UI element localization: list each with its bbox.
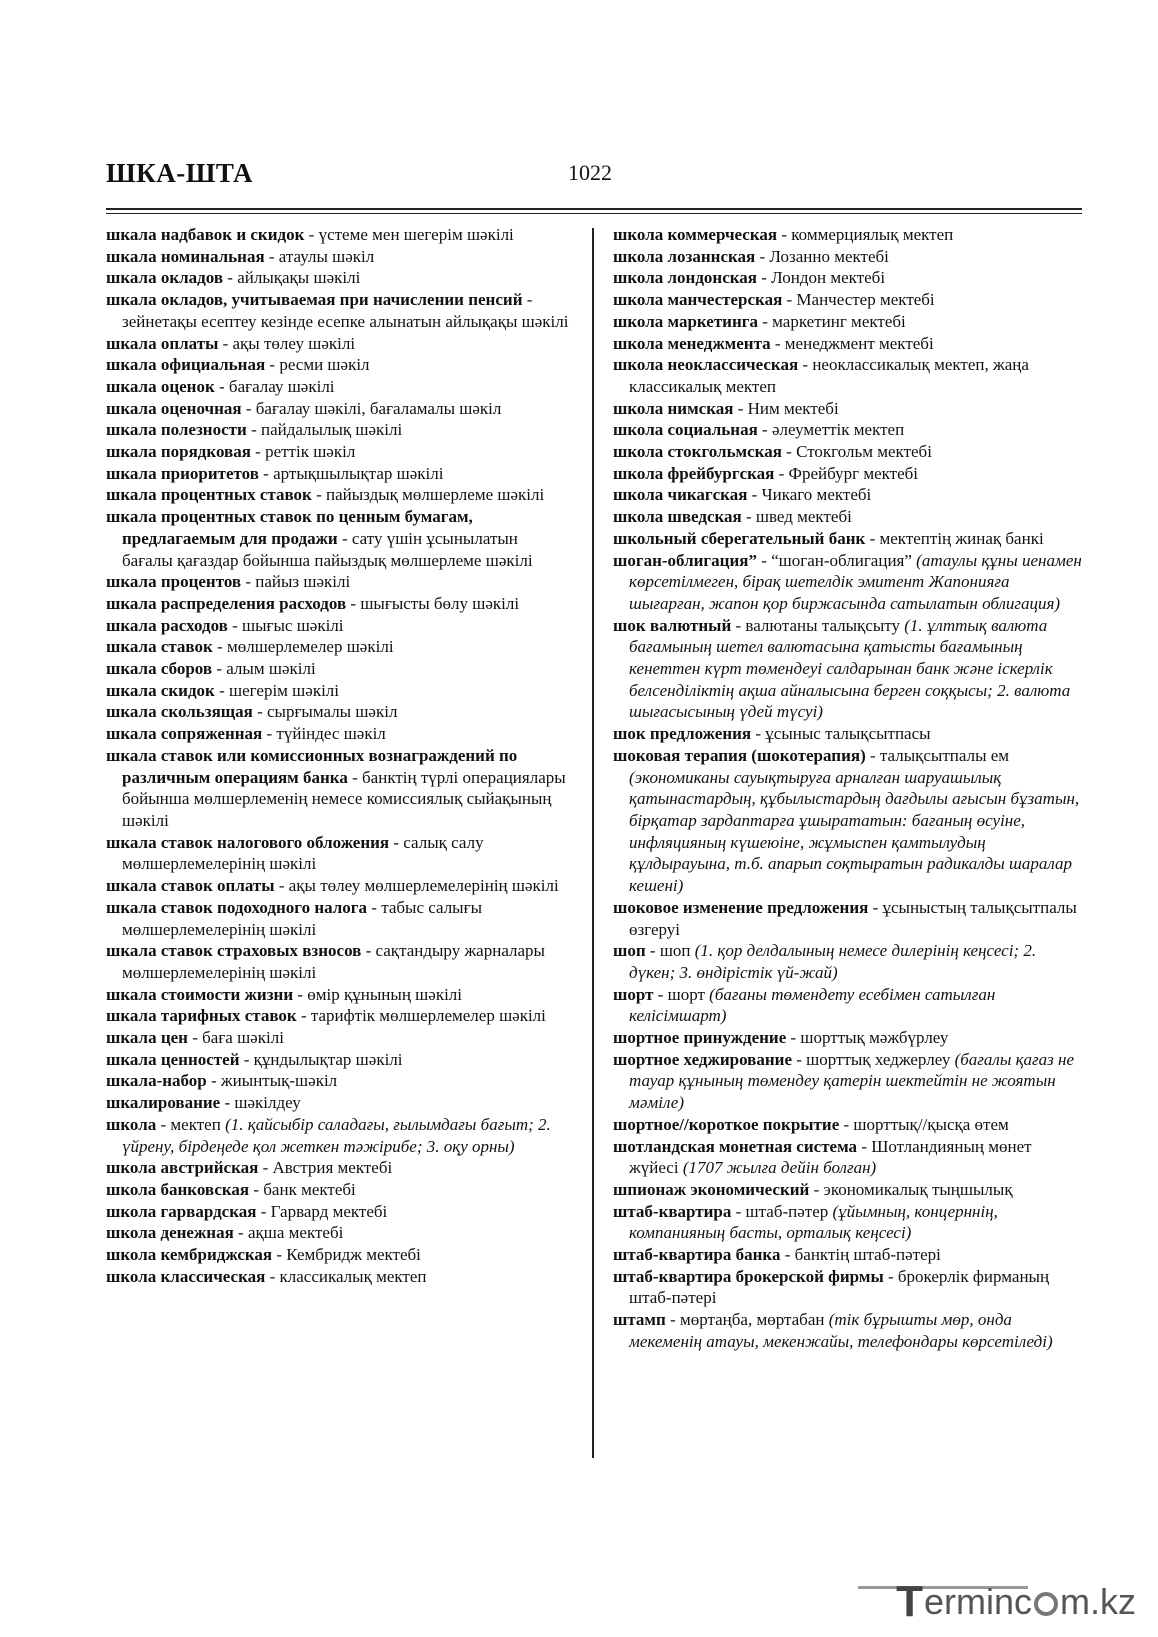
dictionary-entry [106,463,572,485]
entry-definition: - реттік шәкіл [250,442,356,462]
entry-term: школьный сберегательный банк [613,528,866,548]
header-rule-thick [106,208,1082,210]
entry-term: шок валютный [613,615,732,635]
entry-term: школа кембриджская [106,1245,273,1265]
entry-term: шкала тарифных ставок [106,1006,297,1026]
dictionary-entry [613,1027,1085,1049]
entry-term: школа неоклассическая [613,355,799,375]
dictionary-entry [613,224,1085,246]
entry-term: шортное принуждение [613,1028,787,1048]
entry-term: шкала приоритетов [106,463,259,483]
dictionary-entry [106,1114,572,1157]
entry-term: шкала стоимости жизни [106,984,294,1004]
dictionary-entry [613,289,1085,311]
entry-definition: - атаулы шәкіл [264,246,375,266]
entry-term: шкала ценностей [106,1049,240,1069]
watermark-domain: m.kz [1060,1581,1136,1622]
entry-term: шкала расходов [106,615,228,635]
dictionary-entry [106,224,572,246]
entry-definition: - шорт [653,984,710,1004]
entry-definition: - экономикалық тыңшылық [809,1179,1013,1199]
entry-term: шорт [613,984,654,1004]
dictionary-entry [106,506,572,571]
entry-term: шкала окладов [106,268,224,288]
entry-term: шкала ставок [106,637,213,657]
entry-definition: - штаб-пәтер [731,1201,833,1221]
entry-definition: - пайдалылық шәкілі [246,420,403,440]
entry-term: школа шведская [613,507,742,527]
dictionary-entry [613,441,1085,463]
page-number: 1022 [568,160,612,185]
entry-definition: - ақы төлеу мөлшерлемелерінің шәкілі [274,876,559,896]
entry-term: шкала оценочная [106,398,242,418]
entry-definition: - шорттық//қысқа өтем [839,1114,1009,1134]
entry-note: (1. қор делдалының немесе дилерінің кеңсесі; 2. дүкен; 3. өндірістік үй-жай) [629,941,1037,982]
dictionary-entry [106,484,572,506]
entry-definition: - брокерлік фирманың штаб-пәтері [629,1266,1050,1308]
entry-term: школа нимская [613,398,734,418]
dictionary-entry [613,1266,1085,1309]
entry-term: шоковая терапия (шокотерапия) [613,745,866,765]
dictionary-entry [613,550,1085,615]
entry-term: шкала полезности [106,420,247,440]
dictionary-entry [106,246,572,268]
page-header-title: ШКА-ШТА [106,158,254,188]
entry-term: шкала ставок или комиссионных вознаграждений по различным операциям банка [106,745,518,787]
watermark-text: erminc [923,1581,1032,1622]
dictionary-entry [106,1157,572,1179]
entry-term: шоковое изменение предложения [613,897,869,917]
entry-term: школа социальная [613,420,758,440]
dictionary-entry [106,289,572,332]
entry-definition: - бағалау шәкілі [214,376,335,396]
entry-definition: - мөртаңба, мөртабан [665,1310,829,1330]
dictionary-entry [613,1179,1085,1201]
dictionary-entry [106,897,572,940]
dictionary-entry [106,1244,572,1266]
entry-definition: - Чикаго мектебі [747,485,872,505]
entry-definition: - алым шәкілі [212,659,316,679]
entry-definition: - салық салу мөлшерлемелерінің шәкілі [122,832,484,874]
entry-term: штаб-квартира [613,1201,732,1221]
entry-term: шоп [613,941,646,961]
entry-term: шкала сборов [106,659,213,679]
entry-definition: - сырғымалы шәкіл [252,702,398,722]
entry-definition: - маркетинг мектебі [757,311,906,331]
entry-term: школа лозаннская [613,246,756,266]
entry-term: штаб-квартира брокерской фирмы [613,1266,884,1286]
entry-term: школа гарвардская [106,1201,257,1221]
dictionary-entry [613,1114,1085,1136]
dictionary-entry [613,267,1085,289]
dictionary-entry [106,1222,572,1244]
dictionary-entry [613,311,1085,333]
dictionary-entry [613,897,1085,940]
dictionary-entry [613,723,1085,745]
dictionary-entry [106,940,572,983]
entry-definition: - швед мектебі [741,507,852,527]
dictionary-entry [106,615,572,637]
entry-definition: - коммерциялық мектеп [777,225,954,244]
entry-note: (бағалы қағаз не тауар құнының төмендеу қатерін шектейтін не жоятын мәміле) [629,1049,1075,1113]
entry-term: шкала распределения расходов [106,593,347,613]
entry-term: школа менеджмента [613,333,771,353]
entry-definition: - ақы төлеу шәкілі [218,333,356,353]
entry-definition: - Кембридж мектебі [272,1245,421,1265]
entry-term: школа банковская [106,1179,250,1199]
entry-term: шортное//короткое покрытие [613,1114,840,1134]
entry-definition: - неоклассикалық мектеп, жаңа классикалық мектеп [629,355,1029,396]
entry-term: шкала скользящая [106,702,253,722]
dictionary-entry [106,1005,572,1027]
dictionary-entry [106,832,572,875]
dictionary-entry [106,636,572,658]
entry-definition: - зейнетақы есептеу кезінде есепке алынатын айлықақы шәкілі [122,290,569,331]
entry-term: шкала окладов, учитываемая при начислении пенсий [106,290,523,310]
entry-term: шкала ставок налогового обложения [106,832,390,852]
entry-definition: - валютаны талықсыту [731,615,905,635]
dictionary-entry [106,1179,572,1201]
dictionary-entry [613,398,1085,420]
entry-definition: - пайыз шәкілі [241,572,351,592]
dictionary-entry [106,1070,572,1092]
dictionary-entry [613,463,1085,485]
entry-term: шкала скидок [106,680,215,700]
dictionary-entry [106,984,572,1006]
entry-definition: - артықшылықтар шәкілі [258,463,444,483]
dictionary-entry [613,1201,1085,1244]
entry-definition: - шығыс шәкілі [227,615,344,635]
header-rule-thin [106,213,1082,214]
entry-term: школа лондонская [613,268,757,288]
dictionary-entry [106,1049,572,1071]
entry-term: школа коммерческая [613,225,778,244]
entry-term: шок предложения [613,724,752,744]
dictionary-entry [613,419,1085,441]
dictionary-entry [613,984,1085,1027]
dictionary-entry [613,246,1085,268]
entry-term: шкалирование [106,1093,221,1113]
entry-term: штаб-квартира банка [613,1245,781,1265]
entry-definition: - ұсыныстың талықсытпалы өзгеруі [629,897,1077,939]
entry-term: школа маркетинга [613,311,758,331]
entry-term: шкала ставок страховых взносов [106,941,362,961]
dictionary-entry [106,419,572,441]
entry-definition: - өмір құнының шәкілі [293,984,463,1004]
entry-definition: - пайыздық мөлшерлеме шәкілі [311,485,545,505]
entry-definition: - Лозанно мектебі [755,246,889,266]
entry-term: шкала надбавок и скидок [106,225,305,244]
entry-term: шортное хеджирование [613,1049,792,1069]
entry-definition: - баға шәкілі [187,1028,284,1048]
right-column [613,224,1085,1353]
dictionary-entry [613,615,1085,724]
entry-term: шкала ставок оплаты [106,876,275,896]
entry-term: шкала процентных ставок [106,485,312,505]
dictionary-entry [106,1092,572,1114]
watermark-ring-icon [1034,1592,1058,1616]
entry-definition: - банктің штаб-пәтері [780,1245,941,1265]
dictionary-entry [106,1266,572,1288]
watermark-initial: T [896,1577,923,1626]
entry-definition: - үстеме мен шегерім шәкілі [304,225,514,244]
entry-note: (ұйымның, концерннің, компанияның басты, орталық кеңсесі) [629,1201,998,1243]
entry-note: (1. қайсыбір саладағы, ғылымдағы бағыт; 2. үйрену, бірдеңеде қол жеткен тәжірибе; 3. оқу орны) [122,1114,551,1156]
dictionary-entry [613,1136,1085,1179]
entry-definition: - Стокгольм мектебі [781,442,932,462]
entry-term: шпионаж экономический [613,1179,810,1199]
dictionary-entry [106,1027,572,1049]
entry-definition: - “шоган-облигация” [756,550,917,570]
entry-definition: - ресми шәкіл [265,355,370,375]
dictionary-entry [613,333,1085,355]
entry-term: шкала ставок подоходного налога [106,897,368,917]
entry-term: шкала процентов [106,572,242,592]
entry-definition: - айлықақы шәкілі [223,268,361,288]
entry-definition: - мектептің жинақ банкі [865,528,1044,548]
dictionary-entry [106,571,572,593]
column-divider [592,228,594,1458]
dictionary-entry [613,506,1085,528]
entry-term: школа манчестерская [613,290,783,310]
entry-term: шотландская монетная система [613,1136,858,1156]
entry-definition: - классикалық мектеп [265,1266,427,1286]
entry-term: шкала официальная [106,355,266,375]
entry-term: школа [106,1114,157,1134]
dictionary-entry [106,354,572,376]
dictionary-entry [106,593,572,615]
entry-definition: - Шотландияның мөнет жүйесі [629,1136,1032,1178]
entry-definition: - табыс салығы мөлшерлемелерінің шәкілі [122,897,482,939]
entry-term: школа фрейбургская [613,463,775,483]
dictionary-entry [613,745,1085,897]
entry-definition: - шорттық хеджерлеу [792,1049,955,1069]
entry-term: шкала порядковая [106,442,251,462]
entry-definition: - Ним мектебі [733,398,839,418]
entry-definition: - Лондон мектебі [757,268,886,288]
entry-definition: - құндылықтар шәкілі [239,1049,403,1069]
entry-definition: - Фрейбург мектебі [774,463,919,483]
entry-term: шкала сопряженная [106,724,263,744]
entry-definition: - Манчестер мектебі [782,290,935,310]
entry-definition: - талықсытпалы ем [865,745,1010,765]
entry-definition: - банк мектебі [249,1179,356,1199]
entry-definition: - сақтандыру жарналары мөлшерлемелерінің шәкілі [122,941,545,982]
dictionary-entry [106,658,572,680]
dictionary-entry [106,745,572,832]
entry-term: штамп [613,1310,666,1330]
entry-note: (атаулы құны иенамен көрсетілмеген, бірақ шетелдік эмитент Жапонияға шығарған, жапон қор биржасында сатылатын облигация) [629,550,1082,613]
left-column [106,224,572,1287]
entry-note: (тік бұрышты мөр, онда мекеменің атауы, мекенжайы, телефондары көрсетіледі) [629,1310,1053,1351]
dictionary-entry [106,441,572,463]
entry-definition: - Гарвард мектебі [256,1201,388,1221]
entry-term: школа австрийская [106,1158,259,1178]
dictionary-entry [613,1049,1085,1114]
entry-term: шоган-облигация” [613,550,757,570]
entry-term: школа стокгольмская [613,442,782,462]
dictionary-entry [613,354,1085,397]
entry-definition: - шегерім шәкілі [214,680,340,700]
entry-note: (1707 жылға дейін болған) [682,1158,877,1178]
entry-definition: - тарифтік мөлшерлемелер шәкілі [296,1006,546,1026]
entry-note: (экономиканы сауықтыруға арналған шаруашылық қатынастардың, құбылыстардың дағдылы ағысын бұзатын, бірқатар зардаптарға ұшырататын: бағаның өсуіне, инфляцияның күшеюіне, жұмыспен қамтылудың құлдырауына, т.б. апарып соқтыратын радикалды шаралар кешені) [629,767,1080,896]
dictionary-entry [106,875,572,897]
dictionary-entry [613,1309,1085,1352]
dictionary-entry [106,680,572,702]
entry-definition: - шығысты бөлу шәкілі [346,593,520,613]
entry-definition: - шорттық мәжбүрлеу [786,1028,949,1048]
dictionary-entry [106,333,572,355]
dictionary-entry [106,398,572,420]
entry-definition: - ұсыныс талықсытпасы [751,724,931,744]
entry-term: школа классическая [106,1266,266,1286]
dictionary-entry [106,701,572,723]
dictionary-entry [106,1201,572,1223]
entry-definition: - шәкілдеу [220,1093,301,1113]
entry-term: шкала оплаты [106,333,219,353]
entry-term: школа денежная [106,1223,234,1243]
entry-definition: - әлеуметтік мектеп [757,420,905,440]
dictionary-entry [613,940,1085,983]
dictionary-entry [613,528,1085,550]
entry-term: шкала процентных ставок по ценным бумагам, предлагаемым для продажи [106,507,473,548]
entry-definition: - шоп [645,941,695,961]
dictionary-entry [106,267,572,289]
dictionary-entry [106,376,572,398]
entry-definition: - менеджмент мектебі [770,333,934,353]
entry-definition: - банктің түрлі операциялары бойынша мөлшерлеменің немесе комиссиялық сыйақының шәкілі [122,767,566,830]
entry-definition: - бағалау шәкілі, бағаламалы шәкіл [241,398,502,418]
entry-definition: - мөлшерлемелер шәкілі [212,637,394,657]
entry-definition: - жиынтық-шәкіл [206,1071,338,1091]
entry-term: шкала оценок [106,376,215,396]
entry-definition: - түйіндес шәкіл [262,724,386,744]
entry-definition: - Австрия мектебі [258,1158,393,1178]
dictionary-entry [106,723,572,745]
entry-definition: - мектеп [156,1114,226,1134]
dictionary-entry [613,1244,1085,1266]
entry-note: (бағаны төмендету есебімен сатылған келісімшарт) [629,984,996,1026]
entry-definition: - ақша мектебі [233,1223,344,1243]
entry-note: (1. ұлттық валюта бағамының шетел валютасына қатысты бағамының кенеттен күрт төмендеуі салдарынан банк және іскерлік белсенділіктің ақша айналысына берген соққысы; 2. валюта шығасысының үдей түсуі) [629,615,1071,722]
entry-term: шкала-набор [106,1071,207,1091]
entry-term: школа чикагская [613,485,748,505]
entry-term: шкала номинальная [106,246,265,266]
entry-definition: - сату үшін ұсынылатын бағалы қағаздар бойынша пайыздық мөлшерлеме шәкілі [122,528,533,570]
entry-term: шкала цен [106,1028,188,1048]
watermark-logo [896,1579,1136,1625]
dictionary-entry [613,484,1085,506]
